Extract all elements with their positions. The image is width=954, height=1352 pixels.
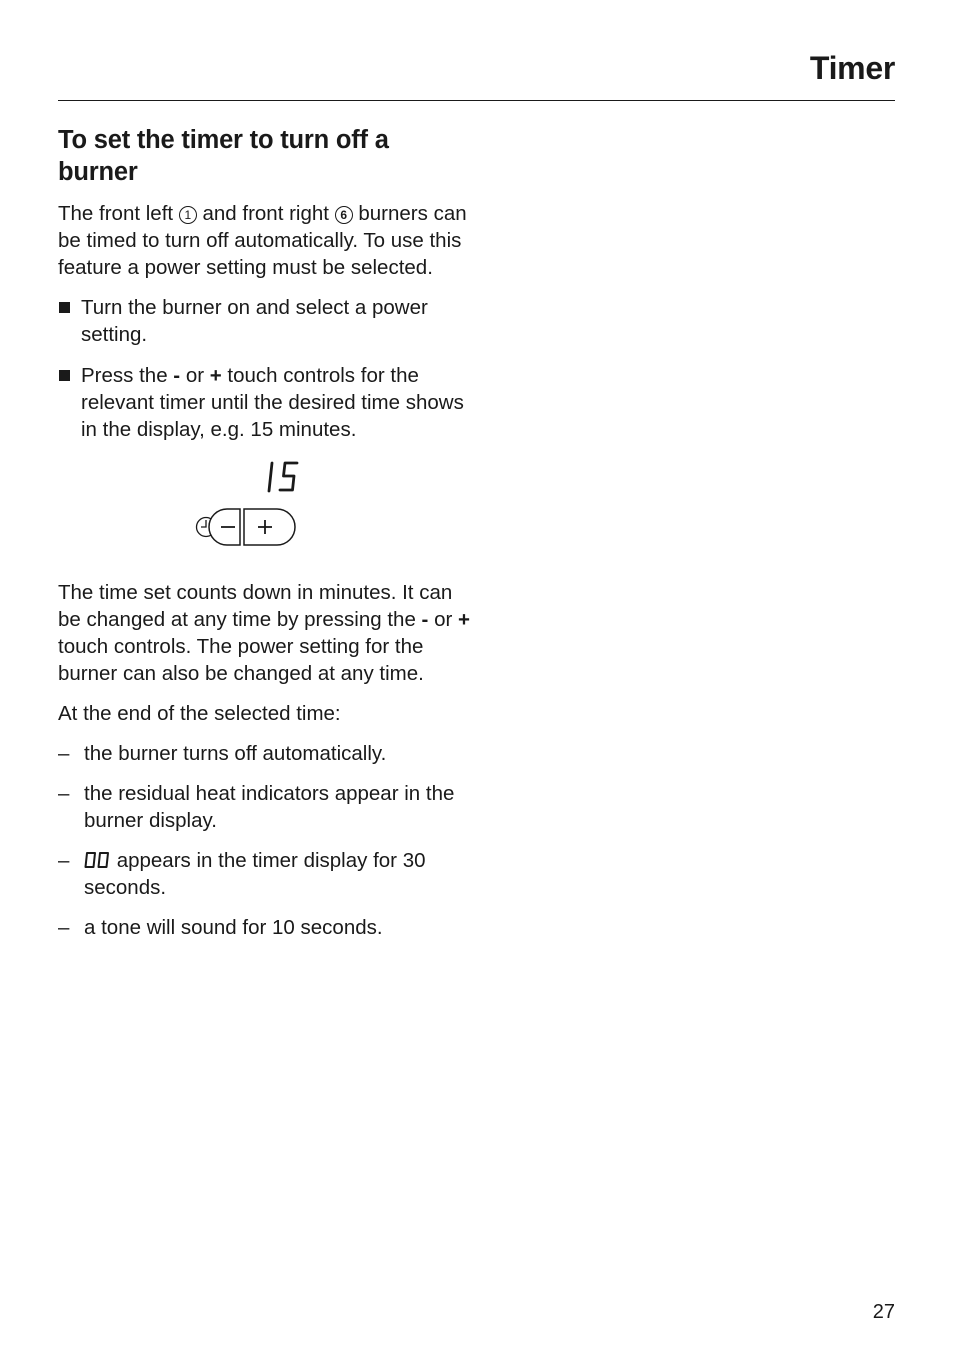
list-item-text: the residual heat indicators appear in the burner display. [84, 782, 455, 832]
dash-marker: – [58, 782, 70, 805]
minus-control-label: - [421, 608, 429, 631]
content-column [58, 124, 473, 954]
header-rule [58, 100, 895, 101]
bullet-square-icon [59, 370, 70, 381]
minus-control-label: - [173, 364, 181, 387]
countdown-text: The time set counts down in minutes. It can be changed at any time by pressing the [58, 581, 453, 631]
dash-marker: – [58, 916, 70, 939]
intro-paragraph [58, 200, 473, 281]
burner-1-marker: 1 [179, 206, 197, 224]
timer-figure [58, 459, 473, 579]
section-heading: To set the timer to turn off a burner [58, 126, 389, 186]
countdown-text: or [428, 608, 458, 631]
end-results-list [58, 740, 473, 941]
step-text: touch controls for the relevant timer until the desired time shows in the display, e.g. 15 minutes. [81, 364, 464, 441]
list-item [58, 847, 473, 901]
plus-control-label: + [458, 608, 470, 631]
dash-marker: – [58, 742, 70, 765]
countdown-text: touch controls. The power setting for the burner can also be changed at any time. [58, 635, 424, 685]
dash-marker: – [58, 849, 70, 872]
plus-control-label: + [209, 364, 222, 387]
timer-controls [194, 507, 334, 547]
timer-display-00 [84, 851, 111, 869]
intro-text-3: burners can be timed to turn off automatically. To use this feature a power setting must be selected. [58, 202, 467, 279]
list-item [58, 914, 473, 941]
list-item-text: the burner turns off automatically. [84, 742, 387, 765]
plus-button[interactable] [244, 509, 295, 545]
bullet-square-icon [59, 302, 70, 313]
list-item [58, 740, 473, 767]
list-item [58, 780, 473, 834]
step-item [58, 362, 473, 443]
step-item [58, 294, 473, 348]
burner-6-marker: 6 [335, 206, 353, 224]
intro-text-1: The front left [58, 202, 179, 225]
list-item-text: appears in the timer display for 30 seconds. [84, 849, 426, 899]
intro-text-2: and front right [196, 202, 335, 225]
countdown-paragraph [58, 579, 473, 687]
steps-list [58, 294, 473, 443]
step-text: or [180, 364, 210, 387]
page-number: 27 [872, 1301, 895, 1323]
minus-button[interactable] [209, 509, 240, 545]
end-of-time-label: At the end of the selected time: [58, 702, 341, 725]
step-text: Press the [81, 364, 174, 387]
step-text: Turn the burner on and select a power setting. [81, 296, 428, 346]
page-title: Timer [809, 50, 895, 86]
list-item-text: a tone will sound for 10 seconds. [84, 916, 383, 939]
timer-display-15 [264, 459, 304, 495]
